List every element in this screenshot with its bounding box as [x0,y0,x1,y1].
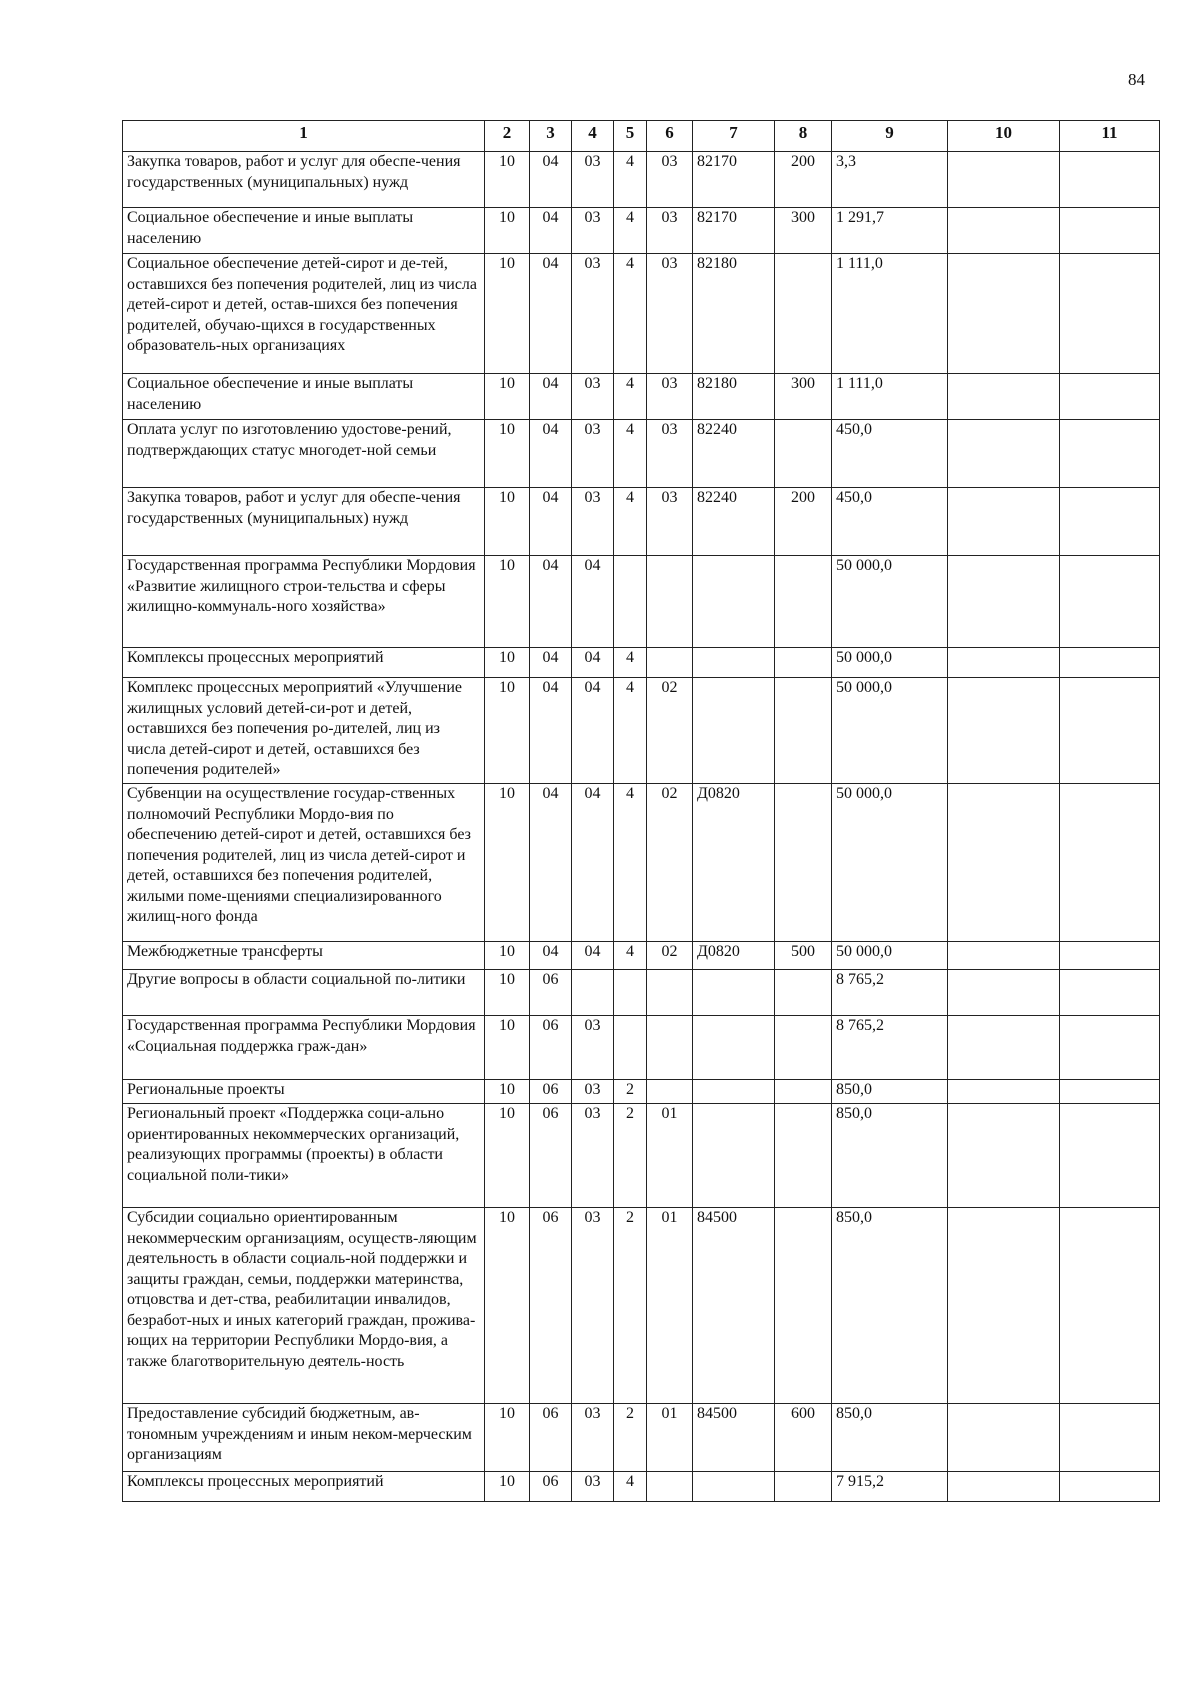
col-10 [948,1016,1060,1080]
amount: 850,0 [832,1208,948,1404]
col-10 [948,374,1060,420]
code-subprogram: 03 [647,488,693,556]
code-program: 03 [572,254,614,374]
code-program-type: 4 [614,420,647,488]
row-description: Закупка товаров, работ и услуг для обеспе-чения государственных (муниципальных) нужд [123,488,485,556]
col-10 [948,152,1060,208]
col-11 [1060,1016,1160,1080]
code-section: 10 [485,152,530,208]
code-expense-type [775,556,832,648]
code-program-type: 4 [614,648,647,678]
code-direction [693,1472,775,1502]
code-direction: 82180 [693,374,775,420]
row-description: Региональный проект «Поддержка соци-ально ориентированных некоммерческих организаций, реализующих программы (проекты) в области социальной поли-тики» [123,1104,485,1208]
amount: 1 111,0 [832,254,948,374]
col-10 [948,1104,1060,1208]
header-col-3: 3 [530,121,572,152]
row-description: Государственная программа Республики Мордовия «Развитие жилищного строи-тельства и сферы жилищно-коммуналь-ного хозяйства» [123,556,485,648]
code-section: 10 [485,374,530,420]
code-program: 04 [572,648,614,678]
code-direction [693,1016,775,1080]
code-expense-type [775,420,832,488]
col-11 [1060,152,1160,208]
table-row [123,1472,1160,1502]
code-section: 10 [485,488,530,556]
col-10 [948,678,1060,784]
code-subprogram: 03 [647,420,693,488]
code-section: 10 [485,678,530,784]
code-expense-type: 300 [775,208,832,254]
col-10 [948,420,1060,488]
code-direction: 82170 [693,208,775,254]
code-subsection: 06 [530,1208,572,1404]
row-description: Социальное обеспечение детей-сирот и де-тей, оставшихся без попечения родителей, лиц из числа детей-сирот и детей, остав-шихся без попечения родителей, обучаю-щихся в государственных образователь-ных организациях [123,254,485,374]
amount: 850,0 [832,1104,948,1208]
header-col-11: 11 [1060,121,1160,152]
code-subprogram [647,970,693,1016]
code-program-type: 4 [614,678,647,784]
code-program: 03 [572,488,614,556]
row-description: Социальное обеспечение и иные выплаты населению [123,374,485,420]
page-number: 84 [1128,70,1145,89]
code-subsection: 04 [530,208,572,254]
code-expense-type: 500 [775,942,832,970]
table-row [123,208,1160,254]
col-10 [948,1404,1060,1472]
row-description: Комплексы процессных мероприятий [123,1472,485,1502]
code-direction: Д0820 [693,784,775,942]
code-direction: 84500 [693,1208,775,1404]
col-11 [1060,1104,1160,1208]
code-section: 10 [485,254,530,374]
code-section: 10 [485,1404,530,1472]
code-direction: 82240 [693,420,775,488]
code-expense-type [775,970,832,1016]
row-description: Субсидии социально ориентированным некоммерческим организациям, осуществ-ляющим деятельность в области социаль-ной поддержки и защиты граждан, семьи, поддержки материнства, отцовства и дет-ства, реабилитации инвалидов, безработ-ных и иных категорий граждан, прожива-ющих на территории Республики Мордо-вия, а также благотворительную деятель-ность [123,1208,485,1404]
table-row [123,254,1160,374]
row-description: Предоставление субсидий бюджетным, ав-тономным учреждениям и иным неком-мерческим организациям [123,1404,485,1472]
code-subprogram: 02 [647,942,693,970]
row-description: Закупка товаров, работ и услуг для обеспе-чения государственных (муниципальных) нужд [123,152,485,208]
code-subsection: 04 [530,254,572,374]
row-description: Межбюджетные трансферты [123,942,485,970]
row-description: Государственная программа Республики Мордовия «Социальная поддержка граж-дан» [123,1016,485,1080]
code-direction: Д0820 [693,942,775,970]
code-subsection: 06 [530,1080,572,1104]
col-10 [948,648,1060,678]
code-subprogram [647,1472,693,1502]
code-subsection: 06 [530,1104,572,1208]
code-section: 10 [485,1104,530,1208]
code-program-type [614,556,647,648]
code-section: 10 [485,784,530,942]
code-expense-type [775,648,832,678]
header-col-4: 4 [572,121,614,152]
code-program-type: 4 [614,374,647,420]
table-row [123,152,1160,208]
col-11 [1060,1080,1160,1104]
code-subsection: 04 [530,420,572,488]
header-col-6: 6 [647,121,693,152]
amount: 8 765,2 [832,1016,948,1080]
code-section: 10 [485,208,530,254]
col-11 [1060,678,1160,784]
code-subprogram: 03 [647,374,693,420]
col-11 [1060,970,1160,1016]
code-subprogram: 01 [647,1404,693,1472]
code-program-type: 4 [614,254,647,374]
col-11 [1060,488,1160,556]
col-10 [948,556,1060,648]
code-subprogram [647,648,693,678]
code-direction: 84500 [693,1404,775,1472]
row-description: Оплата услуг по изготовлению удостове-рений, подтверждающих статус многодет-ной семьи [123,420,485,488]
header-col-1: 1 [123,121,485,152]
code-subprogram [647,556,693,648]
code-program-type: 4 [614,152,647,208]
code-program-type: 2 [614,1104,647,1208]
code-expense-type: 200 [775,152,832,208]
code-expense-type [775,784,832,942]
code-program-type: 2 [614,1080,647,1104]
code-program: 04 [572,942,614,970]
code-section: 10 [485,1016,530,1080]
table-row [123,970,1160,1016]
code-program: 03 [572,1080,614,1104]
col-10 [948,784,1060,942]
table-row [123,1016,1160,1080]
code-subprogram: 01 [647,1208,693,1404]
code-subsection: 06 [530,1404,572,1472]
amount: 450,0 [832,488,948,556]
col-11 [1060,374,1160,420]
amount: 850,0 [832,1404,948,1472]
row-description: Региональные проекты [123,1080,485,1104]
code-program: 03 [572,1472,614,1502]
col-11 [1060,254,1160,374]
amount: 850,0 [832,1080,948,1104]
code-section: 10 [485,556,530,648]
table-row [123,488,1160,556]
col-11 [1060,784,1160,942]
code-section: 10 [485,942,530,970]
code-program-type: 4 [614,1472,647,1502]
code-expense-type [775,678,832,784]
code-direction [693,1104,775,1208]
code-section: 10 [485,1472,530,1502]
code-direction [693,678,775,784]
code-program-type: 4 [614,208,647,254]
code-section: 10 [485,1208,530,1404]
budget-table [122,120,1160,1502]
code-program-type [614,1016,647,1080]
code-program-type [614,970,647,1016]
code-subprogram [647,1080,693,1104]
code-subprogram: 03 [647,254,693,374]
code-expense-type: 300 [775,374,832,420]
code-program: 03 [572,1104,614,1208]
code-subsection: 04 [530,556,572,648]
amount: 50 000,0 [832,784,948,942]
code-subsection: 04 [530,784,572,942]
col-10 [948,1208,1060,1404]
row-description: Другие вопросы в области социальной по-литики [123,970,485,1016]
row-description: Комплексы процессных мероприятий [123,648,485,678]
col-11 [1060,420,1160,488]
code-direction [693,648,775,678]
code-expense-type [775,1208,832,1404]
code-program: 03 [572,208,614,254]
table-row [123,784,1160,942]
header-row [123,121,1160,152]
table-row [123,374,1160,420]
col-11 [1060,1472,1160,1502]
row-description: Комплекс процессных мероприятий «Улучшение жилищных условий детей-си-рот и детей, оставшихся без попечения ро-дителей, лиц из числа детей-сирот и детей, оставшихся без попечения родителей» [123,678,485,784]
code-subsection: 04 [530,374,572,420]
code-expense-type [775,1016,832,1080]
code-subprogram: 03 [647,152,693,208]
col-10 [948,970,1060,1016]
code-program: 03 [572,420,614,488]
col-11 [1060,648,1160,678]
code-subprogram: 03 [647,208,693,254]
code-subsection: 06 [530,1472,572,1502]
code-direction [693,1080,775,1104]
amount: 7 915,2 [832,1472,948,1502]
col-11 [1060,208,1160,254]
code-section: 10 [485,420,530,488]
amount: 3,3 [832,152,948,208]
amount: 8 765,2 [832,970,948,1016]
code-subsection: 04 [530,488,572,556]
col-11 [1060,556,1160,648]
code-program: 03 [572,152,614,208]
amount: 50 000,0 [832,556,948,648]
code-direction: 82170 [693,152,775,208]
amount: 50 000,0 [832,678,948,784]
row-description: Субвенции на осуществление государ-ственных полномочий Республики Мордо-вия по обеспечению детей-сирот и детей, оставшихся без попечения родителей, лиц из числа детей-сирот и детей, оставшихся без попечения родителей, жилыми поме-щениями специализированного жилищ-ного фонда [123,784,485,942]
code-program [572,970,614,1016]
amount: 1 111,0 [832,374,948,420]
amount: 450,0 [832,420,948,488]
code-subprogram: 02 [647,678,693,784]
code-program: 03 [572,1016,614,1080]
col-10 [948,254,1060,374]
table-row [123,942,1160,970]
row-description: Социальное обеспечение и иные выплаты населению [123,208,485,254]
table-row [123,420,1160,488]
amount: 50 000,0 [832,942,948,970]
code-expense-type [775,254,832,374]
amount: 1 291,7 [832,208,948,254]
code-direction [693,556,775,648]
code-subprogram [647,1016,693,1080]
code-direction [693,970,775,1016]
code-expense-type [775,1104,832,1208]
code-subsection: 06 [530,1016,572,1080]
code-subprogram: 01 [647,1104,693,1208]
code-subsection: 04 [530,942,572,970]
header-col-5: 5 [614,121,647,152]
code-expense-type: 200 [775,488,832,556]
col-11 [1060,1208,1160,1404]
code-subsection: 04 [530,648,572,678]
code-program: 04 [572,678,614,784]
col-10 [948,942,1060,970]
header-col-10: 10 [948,121,1060,152]
table-row [123,556,1160,648]
code-program-type: 2 [614,1208,647,1404]
code-direction: 82180 [693,254,775,374]
header-col-7: 7 [693,121,775,152]
code-subprogram: 02 [647,784,693,942]
code-program-type: 4 [614,942,647,970]
code-subsection: 04 [530,152,572,208]
code-program: 03 [572,374,614,420]
code-subsection: 06 [530,970,572,1016]
header-col-2: 2 [485,121,530,152]
code-program-type: 2 [614,1404,647,1472]
col-10 [948,1080,1060,1104]
col-11 [1060,942,1160,970]
table-row [123,648,1160,678]
table-row [123,1104,1160,1208]
code-section: 10 [485,970,530,1016]
col-11 [1060,1404,1160,1472]
header-col-8: 8 [775,121,832,152]
code-section: 10 [485,1080,530,1104]
code-section: 10 [485,648,530,678]
code-program: 03 [572,1404,614,1472]
amount: 50 000,0 [832,648,948,678]
col-10 [948,1472,1060,1502]
col-10 [948,488,1060,556]
code-expense-type [775,1472,832,1502]
code-program-type: 4 [614,784,647,942]
code-direction: 82240 [693,488,775,556]
code-program-type: 4 [614,488,647,556]
code-program: 04 [572,556,614,648]
table-row [123,678,1160,784]
table-row [123,1080,1160,1104]
code-expense-type: 600 [775,1404,832,1472]
code-program: 03 [572,1208,614,1404]
col-10 [948,208,1060,254]
table-row [123,1404,1160,1472]
table-row [123,1208,1160,1404]
code-expense-type [775,1080,832,1104]
code-program: 04 [572,784,614,942]
header-col-9: 9 [832,121,948,152]
code-subsection: 04 [530,678,572,784]
